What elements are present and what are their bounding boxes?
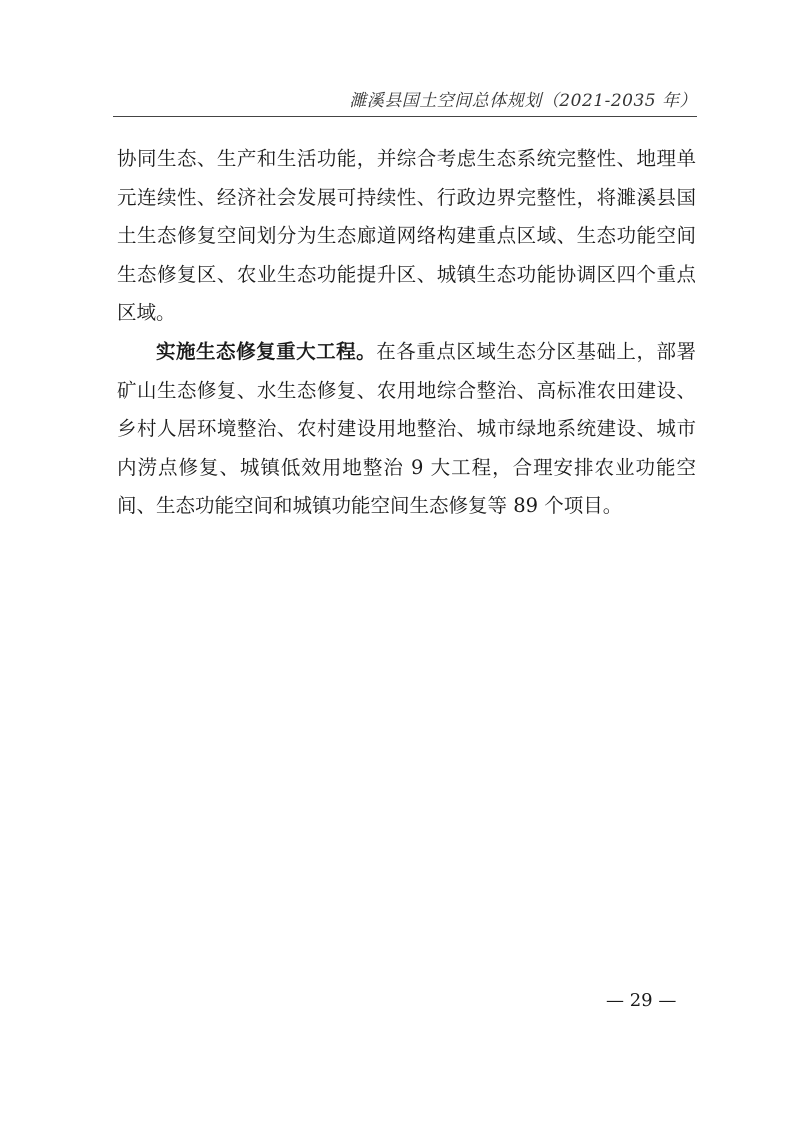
paragraph-2-text: 在各重点区域生态分区基础上，部署矿山生态修复、水生态修复、农用地综合整治、高标准农田建设、乡村人居环境整治、农村建设用地整治、城市绿地系统建设、城市内涝点修复、城镇低效用地整治 9 大工程，合理安排农业功能空间、生态功能空间和城镇功能空间生态修复等 89 个项目。 [117,339,696,518]
paragraph-1 [117,140,696,333]
body-text [117,140,696,526]
page-number: — 29 — [606,990,677,1011]
running-header-title: 濉溪县国土空间总体规划（2021-2035 年） [349,91,697,111]
paragraph-2 [117,333,696,526]
paragraph-1-text: 协同生态、生产和生活功能，并综合考虑生态系统完整性、地理单元连续性、经济社会发展可持续性、行政边界完整性，将濉溪县国土生态修复空间划分为生态廊道网络构建重点区域、生态功能空间生态修复区、农业生态功能提升区、城镇生态功能协调区四个重点区域。 [117,147,696,325]
paragraph-2-lead: 实施生态修复重大工程。 [156,339,377,363]
header-divider [113,116,697,117]
